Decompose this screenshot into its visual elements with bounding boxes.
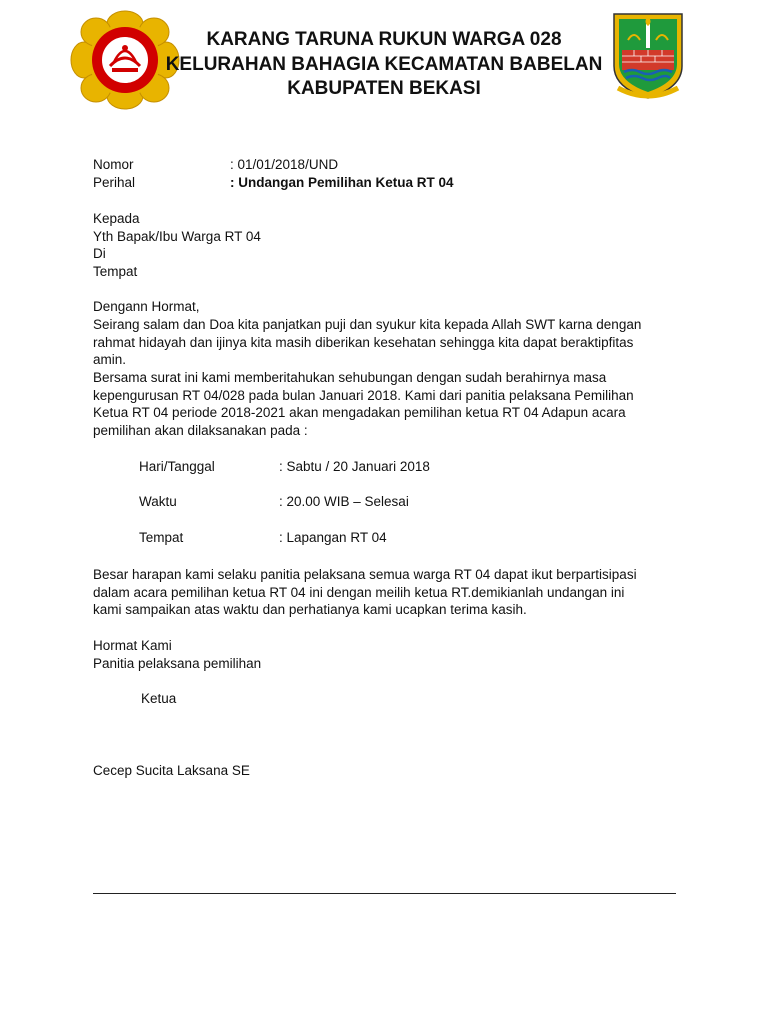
- event-place-label: Tempat: [139, 530, 184, 545]
- event-date-label: Hari/Tanggal: [139, 459, 215, 474]
- perihal-label: Perihal: [93, 175, 136, 190]
- signature-panitia: Panitia pelaksana pemilihan: [93, 656, 262, 671]
- footer-divider: [93, 893, 676, 894]
- event-time-value: : 20.00 WIB – Selesai: [279, 494, 409, 509]
- body-para1-line1: Seirang salam dan Doa kita panjatkan puji dan syukur kita kepada Allah SWT karna dengan: [93, 317, 642, 332]
- body-para2-line4: pemilihan akan dilaksanakan pada :: [93, 423, 308, 438]
- event-time-label: Waktu: [139, 494, 177, 509]
- recipient-kepada: Kepada: [93, 211, 140, 226]
- signature-name: Cecep Sucita Laksana SE: [93, 763, 250, 778]
- header-kabupaten: KABUPATEN BEKASI: [287, 78, 481, 99]
- body-para1-line2: rahmat hidayah dan ijinya kita masih diberikan kesehatan sehingga kita dapat beraktipfitas: [93, 335, 634, 350]
- header-org-name: KARANG TARUNA RUKUN WARGA 028: [206, 29, 562, 50]
- closing-line3: kami sampaikan atas waktu dan perhatianya kami ucapkan terima kasih.: [93, 602, 527, 617]
- body-para1-line3: amin.: [93, 352, 127, 367]
- body-para2-line1: Bersama surat ini kami memberitahukan sehubungan dengan sudah berahirnya masa: [93, 370, 607, 385]
- body-para2-line3: Ketua RT 04 periode 2018-2021 akan mengadakan pemilihan ketua RT 04 Adapun acara: [93, 405, 626, 420]
- perihal-value: : Undangan Pemilihan Ketua RT 04: [230, 175, 454, 190]
- closing-line1: Besar harapan kami selaku panitia pelaksana semua warga RT 04 dapat ikut berpartisipasi: [93, 567, 637, 582]
- nomor-label: Nomor: [93, 157, 134, 172]
- header-kelurahan: KELURAHAN BAHAGIA KECAMATAN BABELAN: [165, 54, 603, 75]
- event-place-value: : Lapangan RT 04: [279, 530, 387, 545]
- body-para2-line2: kepengurusan RT 04/028 pada bulan Januari 2018. Kami dari panitia pelaksana Pemilihan: [93, 388, 634, 403]
- signature-role: Ketua: [141, 691, 177, 706]
- signature-hormat-kami: Hormat Kami: [93, 638, 172, 653]
- recipient-di: Di: [93, 246, 106, 261]
- nomor-value: : 01/01/2018/UND: [230, 157, 339, 172]
- event-date-value: : Sabtu / 20 Januari 2018: [279, 459, 430, 474]
- recipient-tempat: Tempat: [93, 264, 138, 279]
- closing-line2: dalam acara pemilihan ketua RT 04 ini dengan meilih ketua RT.demikianlah undangan ini: [93, 585, 625, 600]
- recipient-yth: Yth Bapak/Ibu Warga RT 04: [93, 229, 261, 244]
- greeting: Dengann Hormat,: [93, 299, 200, 314]
